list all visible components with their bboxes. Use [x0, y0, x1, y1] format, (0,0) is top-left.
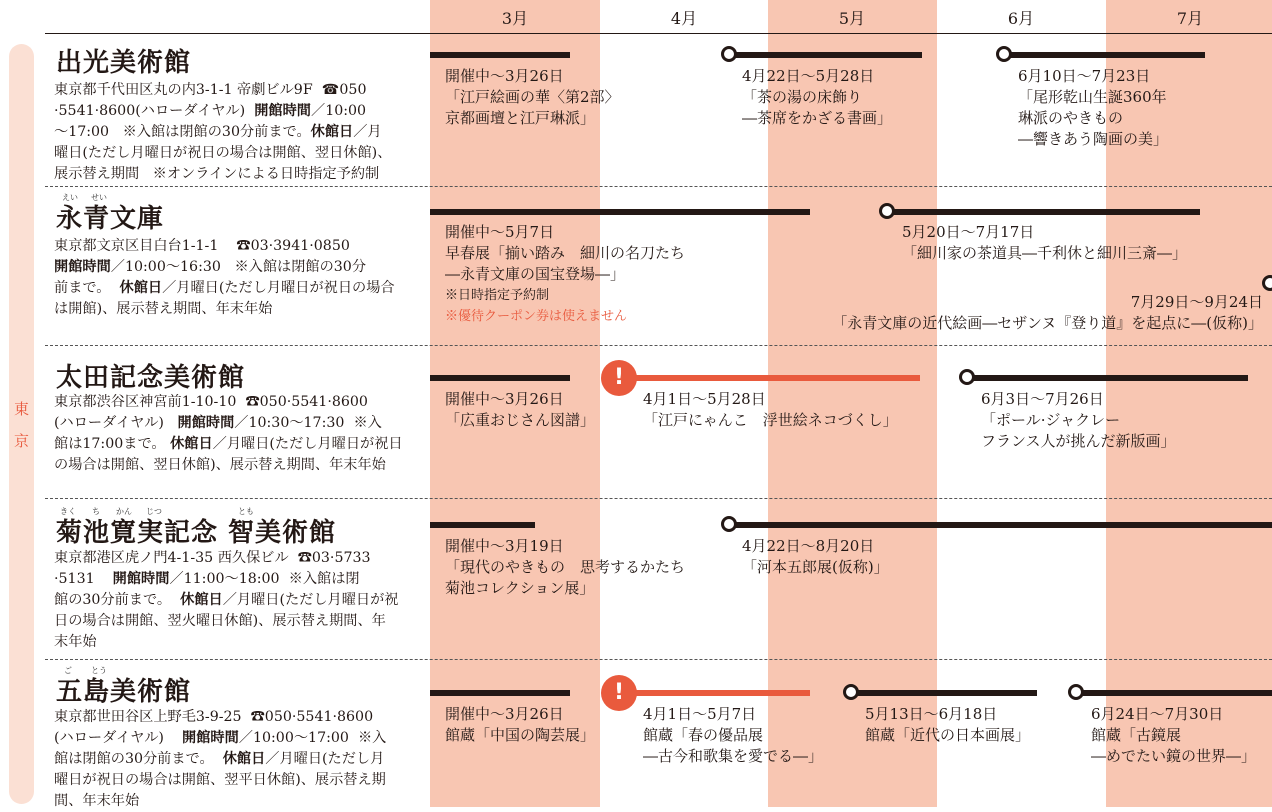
closed: ／月	[353, 124, 382, 140]
closed: ／月曜日(ただし月曜日が祝日の場合	[162, 280, 395, 296]
event-title: 「尾形乾山生誕360年	[1018, 88, 1167, 106]
coupon-note: ※優待クーポン券は使えません	[445, 309, 628, 324]
event-title: 「広重おじさん図譜」	[445, 411, 596, 429]
event-dates: 6月10日～7月23日	[1018, 67, 1151, 85]
event-title: ―茶席をかざる書画」	[742, 109, 893, 127]
museum-name: 永青文庫	[56, 204, 165, 234]
event-title: ―古今和歌集を愛でる―」	[643, 747, 824, 765]
timeline-bar-current	[620, 690, 810, 696]
event-dates: 6月24日～7月30日	[1091, 705, 1224, 723]
region-label-1: 東	[13, 400, 29, 418]
event-dates: 4月1日～5月28日	[643, 390, 766, 408]
hours-note-cont: 館の30分前まで。	[54, 592, 172, 608]
month-header-jun: 6月	[1007, 9, 1035, 28]
row-divider-1	[45, 186, 1272, 187]
event-title: 館蔵「春の優品展	[643, 726, 764, 744]
event-dates: 4月22日～5月28日	[742, 67, 875, 85]
event	[445, 66, 620, 129]
ruby: えい	[62, 193, 78, 202]
timeline-bar	[430, 52, 570, 58]
event	[1018, 66, 1168, 150]
timeline-bar	[852, 690, 1037, 696]
hours-note: ※入館は閉	[288, 571, 360, 587]
hours-cont: ～17:00	[54, 124, 110, 140]
event-title: 菊池コレクション展」	[445, 579, 595, 597]
start-marker-icon	[1068, 684, 1084, 700]
phone: ☎03·3941·0850	[236, 238, 350, 254]
ruby: とも	[238, 507, 254, 516]
event	[981, 389, 1176, 452]
museum-name: 太田記念美術館	[56, 363, 246, 393]
closed-cont: の場合は開館、翌日休館)、展示替え期間、年末年始	[54, 457, 386, 473]
note: ※オンラインによる日時指定予約制	[152, 166, 380, 182]
row-divider-3	[45, 498, 1272, 499]
start-marker-icon	[843, 684, 859, 700]
event-title: ―響きあう陶画の美」	[1018, 130, 1169, 148]
hours: ／10:00	[311, 103, 367, 119]
address: 東京都渋谷区神宮前1-10-10	[54, 394, 237, 410]
hours-note-cont: 館は17:00まで。	[54, 436, 166, 452]
event	[445, 222, 685, 327]
timeline-bar	[888, 209, 1200, 215]
event-title: 「細川家の茶道具―千利休と細川三斎―」	[902, 244, 1188, 262]
event-dates: 5月20日～7月17日	[902, 223, 1035, 241]
closed-cont: 曜日が祝日の場合は開館、翌平日休館)、展示替え期	[54, 772, 386, 788]
phone-cont: ·5541·8600	[54, 103, 136, 119]
museum-info	[54, 236, 420, 320]
hours-label: 開館時間	[254, 103, 311, 119]
event-title: 琳派のやきもの	[1018, 109, 1124, 127]
event	[742, 66, 892, 129]
event-title: ―永青文庫の国宝登場―」	[445, 265, 626, 283]
event-title: 早春展「揃い踏み 細川の名刀たち	[445, 244, 686, 262]
closed: ／月曜日(ただし月曜日が祝	[222, 592, 399, 608]
header-divider	[45, 33, 1272, 35]
event-title: 館蔵「近代の日本画展」	[865, 726, 1031, 744]
timeline-bar	[730, 52, 922, 58]
alert-icon: !	[601, 360, 637, 396]
phone: ☎050·5541·8600	[250, 709, 374, 725]
region-label-2: 京	[13, 432, 29, 450]
museum-info	[54, 707, 420, 812]
museum-info	[54, 80, 420, 185]
hours-note: ※入館は閉館の30分前まで。	[122, 124, 311, 140]
hours-note: ※入館は閉館の30分	[234, 259, 367, 275]
museum-name: 五島美術館	[56, 677, 192, 707]
timeline-bar	[430, 690, 570, 696]
event-dates: 開催中～5月7日	[445, 223, 555, 241]
hours: ／11:00～18:00	[169, 571, 280, 587]
timeline-bar	[730, 522, 1272, 528]
row-divider-4	[45, 659, 1272, 660]
month-header-mar: 3月	[501, 9, 529, 28]
start-marker-icon	[996, 46, 1012, 62]
phone-note: (ハローダイヤル)	[54, 415, 164, 431]
alert-icon: !	[601, 675, 637, 711]
ruby: ち	[92, 507, 100, 516]
phone: ☎050·5541·8600	[245, 394, 368, 410]
closed-label: 休館日	[310, 124, 354, 140]
region-tab-tokyo	[9, 44, 34, 804]
timeline-bar	[430, 209, 810, 215]
event-title: フランス人が挑んだ新版画」	[981, 432, 1176, 450]
event-dates: 4月22日～8月20日	[742, 537, 875, 555]
phone-note: (ハローダイヤル)	[135, 103, 246, 119]
event	[643, 704, 823, 767]
event-title: 「河本五郎展(仮称)」	[742, 558, 889, 576]
phone: ☎050	[321, 82, 367, 98]
hours-note-cont: 館は閉館の30分前まで。	[54, 751, 214, 767]
closed-cont: 日の場合は開館、翌火曜日休館)、展示替え期間、年	[54, 613, 386, 629]
month-header-apr: 4月	[670, 9, 698, 28]
event-title: ―めでたい鏡の世界―」	[1091, 747, 1257, 765]
start-marker-icon	[721, 46, 737, 62]
start-marker-icon	[1262, 275, 1272, 291]
phone-note: (ハローダイヤル)	[54, 730, 164, 746]
start-marker-icon	[959, 369, 975, 385]
closed-cont2: 末年始	[54, 634, 97, 650]
event-title: 館蔵「古鏡展	[1091, 726, 1182, 744]
closed-label: 休館日	[170, 436, 213, 452]
event-dates: 6月3日～7月26日	[981, 390, 1104, 408]
timeline-bar	[430, 375, 570, 381]
closed-cont: 曜日(ただし月曜日が祝日の場合は開館、翌日休館)、	[54, 145, 392, 161]
event-title: 館蔵「中国の陶芸展」	[445, 726, 596, 744]
hours-label: 開館時間	[182, 730, 239, 746]
event-title: 「茶の湯の床飾り	[742, 88, 863, 106]
event-dates: 開催中～3月26日	[445, 390, 564, 408]
event	[1091, 704, 1256, 767]
museum-name: 菊池寛実記念 智美術館	[56, 518, 337, 548]
timeline-bar	[1077, 690, 1272, 696]
event-title: 「現代のやきもの 思考するかたち	[445, 558, 686, 576]
event-dates: 4月1日～5月7日	[643, 705, 757, 723]
phone-cont: ·5131	[54, 571, 95, 587]
event	[643, 389, 898, 431]
event	[865, 704, 1030, 746]
event	[445, 536, 685, 599]
closed-label: 休館日	[119, 280, 163, 296]
closed-cont2: 間、年末年始	[54, 793, 140, 809]
event-title: 「江戸にゃんこ 浮世絵ネコづくし」	[643, 411, 898, 429]
ruby: じつ	[146, 507, 162, 516]
event	[791, 292, 1263, 334]
closed-cont: は開館)、展示替え期間、年末年始	[54, 301, 273, 317]
closed: ／月曜日(ただし月	[265, 751, 385, 767]
address: 東京都世田谷区上野毛3-9-25	[54, 709, 242, 725]
event-title: 「ポール·ジャクレー	[981, 411, 1121, 429]
start-marker-icon	[879, 203, 895, 219]
event	[445, 704, 595, 746]
hours-label: 開館時間	[177, 415, 235, 431]
hours-label: 開館時間	[54, 259, 111, 275]
row-divider-2	[45, 345, 1272, 346]
ruby: ご	[64, 666, 72, 675]
timeline-bar-current	[620, 375, 920, 381]
museum-info	[54, 392, 420, 476]
museum-name: 出光美術館	[56, 48, 192, 78]
ruby: きく	[60, 507, 76, 516]
hours: ／10:00～16:30	[110, 259, 221, 275]
ruby: せい	[91, 193, 107, 202]
event	[445, 389, 595, 431]
ruby: かん	[116, 507, 132, 516]
address: 東京都港区虎ノ門4-1-35 西久保ビル	[54, 550, 289, 566]
timeline-bar	[430, 522, 535, 528]
phone: ☎03·5733	[297, 550, 371, 566]
closed-label: 休館日	[222, 751, 266, 767]
event-dates: 7月29日～9月24日	[1130, 293, 1263, 311]
ruby: とう	[91, 666, 107, 675]
hours-note: ※入	[357, 730, 387, 746]
hours: ／10:30～17:30	[234, 415, 345, 431]
event	[742, 536, 889, 578]
museum-info	[54, 548, 420, 653]
event	[902, 222, 1187, 264]
event-note: ※日時指定予約制	[445, 288, 550, 303]
event-dates: 5月13日～6月18日	[865, 705, 998, 723]
address: 東京都文京区目白台1-1-1	[54, 238, 219, 254]
event-dates: 開催中～3月26日	[445, 705, 564, 723]
timeline-bar	[1005, 52, 1205, 58]
address: 東京都千代田区丸の内3-1-1 帝劇ビル9F	[54, 82, 313, 98]
event-title: 京都画壇と江戸琳派」	[445, 109, 596, 127]
event-dates: 開催中～3月26日	[445, 67, 564, 85]
closed: ／月曜日(ただし月曜日が祝日	[212, 436, 403, 452]
month-header-jul: 7月	[1176, 9, 1204, 28]
hours-note: ※入	[353, 415, 382, 431]
event-dates: 開催中～3月19日	[445, 537, 564, 555]
month-header-may: 5月	[838, 9, 866, 28]
start-marker-icon	[721, 516, 737, 532]
hours-note-cont: 前まで。	[54, 280, 111, 296]
hours: ／10:00～17:00	[238, 730, 349, 746]
hours-label: 開館時間	[112, 571, 170, 587]
timeline-bar	[968, 375, 1248, 381]
closed-label: 休館日	[180, 592, 223, 608]
closed-cont2: 展示替え期間	[54, 166, 140, 182]
event-title: 「江戸絵画の華〈第2部〉	[445, 88, 620, 106]
event-title: 「永青文庫の近代絵画―セザンヌ『登り道』を起点に―(仮称)」	[832, 314, 1263, 332]
